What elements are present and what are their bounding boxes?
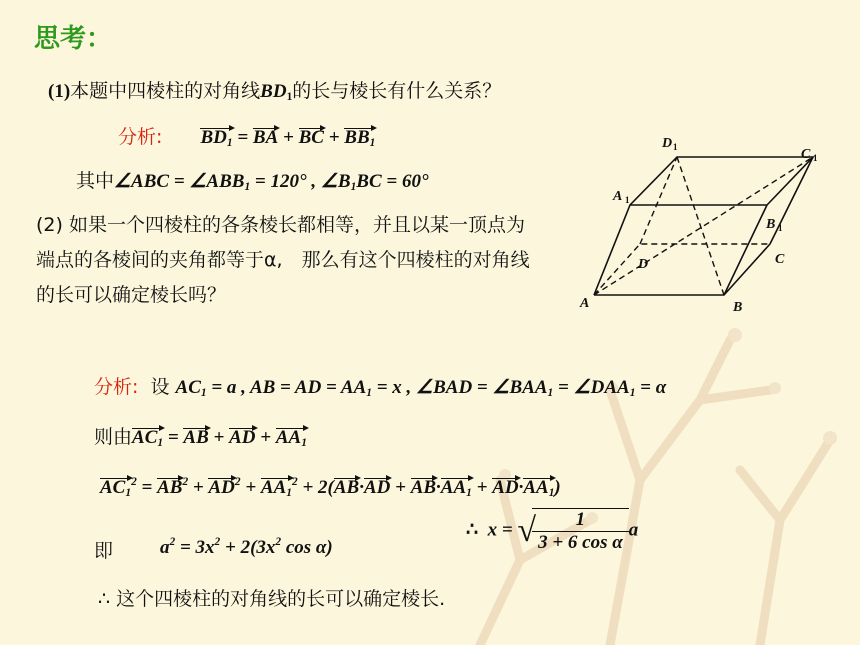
question-2: (2) 如果一个四棱柱的各条棱长都相等，并且以某一顶点为端点的各棱间的夹角都等于α, 那么有这个四棱柱的对角线的长可以确定棱长吗？	[36, 214, 530, 306]
label-A1: A	[613, 189, 623, 204]
angles-formula: ∠ABC = $\angle ABB_1 = 120^\circ$ , $\angle B_1BC = 60^\circ$	[114, 171, 429, 193]
vector-sum-formula: $AC_1$ = AB + AD + $AA_1$	[132, 427, 307, 449]
q1-number: (1)	[48, 81, 71, 102]
label-B: B	[733, 300, 743, 315]
solution-x: ∴ x = √ $\frac{1}{\text{3 + 6 cos α}}$ a	[466, 509, 639, 553]
conclusion: ∴ 这个四棱柱的对角线的长可以确定棱长.	[98, 588, 446, 610]
analysis-2-set: 设	[150, 376, 170, 398]
parallelepiped-figure	[570, 130, 840, 320]
label-C1: C	[801, 147, 811, 162]
label-B1: B	[766, 217, 776, 232]
label-C: C	[775, 252, 785, 267]
analysis-1-formula: $BD_1$ = BA + BC + $BB_1$	[200, 127, 376, 149]
analysis-1-label: 分析:	[118, 126, 163, 148]
equation-a2: $a^2 = 3x^2 + 2(3x^2$ cos α)	[160, 536, 333, 558]
analysis-2-setup: $AC_1 = a$ , AB = AD = $AA_1 = x$ , ∠BAD = $\angle BAA_1$ = $\angle DAA_1 = \alpha$	[175, 377, 667, 399]
label-D1: D	[662, 136, 673, 151]
heading: 思考：	[34, 24, 113, 54]
ji-label: 即	[94, 540, 114, 562]
label-A1-sub: 1	[625, 195, 630, 205]
vector-sum	[94, 422, 307, 449]
q1-bd: BD	[260, 81, 287, 102]
squared-expansion: $AC_1^2 = AB^2 + AD^2 + AA_1^2 + 2(AB\cdot AD + AB\cdot AA_1 + AD\cdot AA_1)$	[100, 476, 561, 499]
angles-prefix: 其中	[76, 170, 115, 192]
label-C1-sub: 1	[813, 153, 818, 163]
angle-conditions	[76, 166, 429, 193]
label-D1-sub: 1	[673, 142, 678, 152]
analysis-2-label: 分析:	[94, 376, 139, 398]
q1-tail: 的长与棱长有什么关系？	[292, 80, 502, 102]
analysis-2	[94, 372, 666, 399]
then-label: 则由	[94, 426, 133, 448]
label-D: D	[638, 257, 649, 272]
label-B1-sub: 1	[778, 223, 783, 233]
label-A: A	[580, 296, 590, 311]
q1-bd-sub: 1	[286, 91, 293, 103]
question-1	[48, 76, 501, 103]
analysis-1	[118, 122, 375, 149]
q1-text: 本题中四棱柱的对角线	[70, 80, 261, 102]
